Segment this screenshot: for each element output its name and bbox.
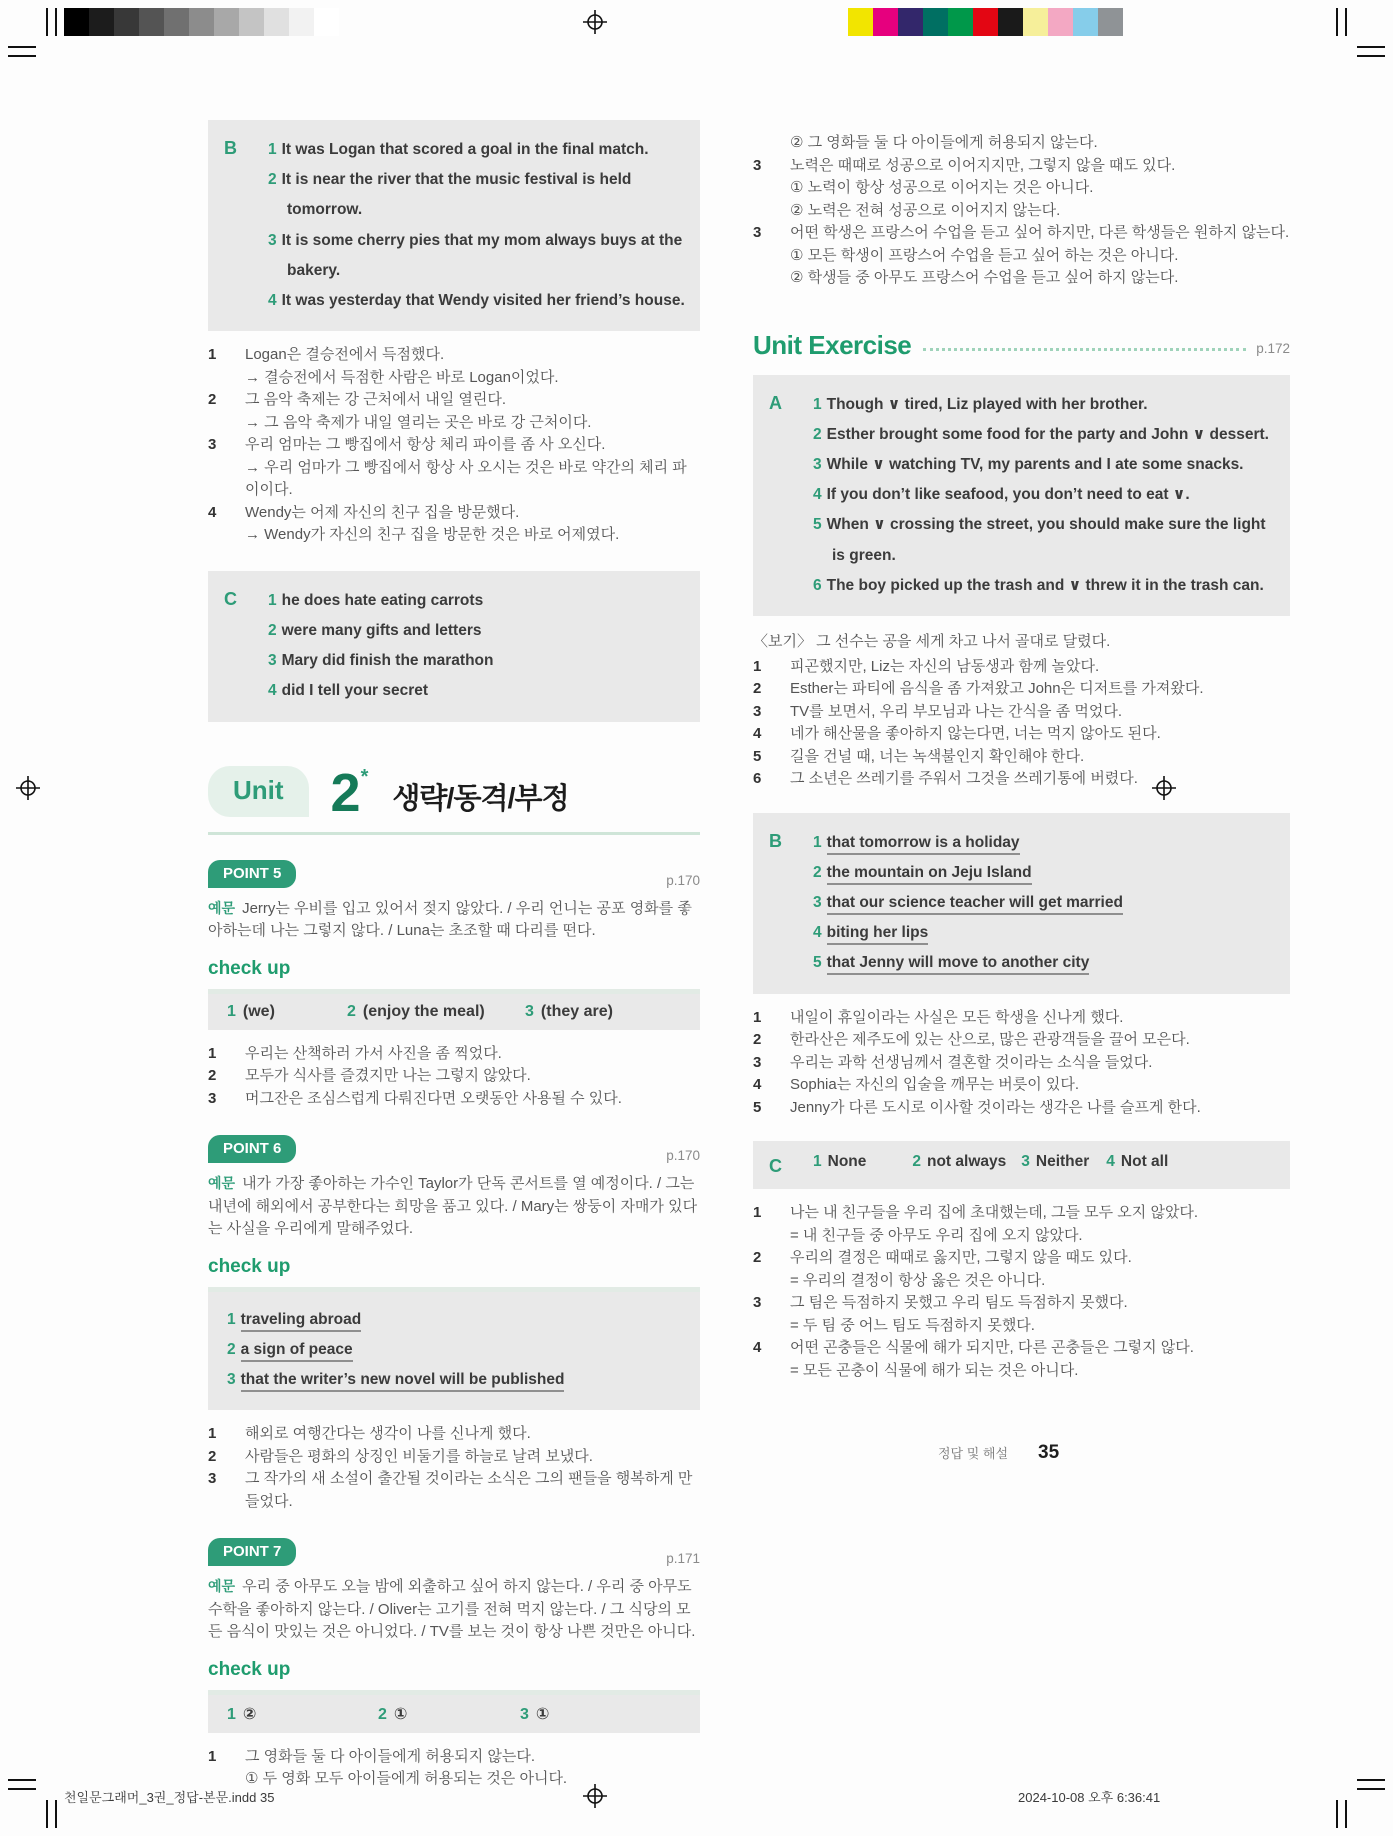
calibration-swatch — [848, 8, 873, 36]
page-reference: p.172 — [1256, 340, 1290, 356]
example-label: 예문 — [208, 1578, 236, 1595]
checkup-answer: 1 (we) — [227, 1002, 275, 1020]
answer-item: 1 None — [813, 1153, 867, 1171]
point7-header — [208, 1538, 700, 1566]
answer-item: 4 did I tell your secret — [268, 682, 429, 700]
answer-item: 2 It is near the river that the music festival is held tomorrow. — [268, 171, 632, 219]
calibration-swatch — [239, 8, 264, 36]
trim-mark — [55, 1800, 57, 1828]
translation-row: ② 그 영화들 둘 다 아이들에게 허용되지 않는다. — [790, 134, 1098, 151]
translation-row: 3 노력은 때때로 성공으로 이어지지만, 그렇지 않을 때도 있다. ① 노력이 항상 성공으로 이어지는 것은 아니다. ② 노력은 전혀 성공으로 이어지지 않는다. — [753, 156, 1176, 219]
translation-row: 2 사람들은 평화의 상징인 비둘기를 하늘로 날려 보냈다. — [208, 1447, 593, 1465]
translation-list-a — [753, 656, 1290, 791]
section-letter: B — [769, 830, 782, 851]
translation-row: 4 Wendy는 어제 자신의 친구 집을 방문했다. → Wendy가 자신의 친구 집을 방문한 것은 바로 어제였다. — [208, 503, 620, 544]
answer-item: 2 not always — [912, 1153, 1007, 1171]
checkup-answer: 3 (they are) — [525, 1002, 613, 1020]
trim-mark — [1357, 1779, 1385, 1781]
trim-mark — [1336, 8, 1338, 36]
translation-row: 1 우리는 산책하러 가서 사진을 좀 찍었다. — [208, 1044, 502, 1062]
trim-mark — [46, 8, 48, 36]
checkup-answer: 2 (enjoy the meal) — [347, 1002, 485, 1020]
translation-row: 1 내일이 휴일이라는 사실은 모든 학생을 신나게 했다. — [753, 1008, 1124, 1026]
answer-item: 4 If you don’t like seafood, you don’t need to eat ∨. — [813, 486, 1190, 504]
trim-mark — [8, 55, 36, 57]
checkup-heading: check up — [208, 957, 291, 979]
checkup-answers-box — [208, 1287, 700, 1411]
section-letter: C — [769, 1156, 782, 1177]
translation-row: 4 Sophia는 자신의 입술을 깨무는 버릇이 있다. — [753, 1076, 1080, 1094]
calibration-swatch — [314, 8, 339, 36]
answer-item: 4 It was yesterday that Wendy visited her friend’s house. — [268, 292, 685, 310]
page-footer — [938, 1442, 1059, 1464]
unit-exercise-header — [753, 330, 1290, 361]
answer-item: 3 Neither — [1021, 1153, 1090, 1171]
translation-row: 3 그 팀은 득점하지 못했고 우리 팀도 득점하지 못했다. = 두 팀 중 어느 팀도 득점하지 못했다. — [753, 1294, 1128, 1334]
translation-row: 3 TV를 보면서, 우리 부모님과 나는 간식을 좀 먹었다. — [753, 702, 1122, 720]
calibration-swatch — [114, 8, 139, 36]
example-sentences: 예문 Jerry는 우비를 입고 있어서 젖지 않았다. / 우리 언니는 공포 영화를 좋아하는데 나는 그렇지 않다. / Luna는 초조할 때 다리를 떤다. — [208, 899, 692, 940]
registration-mark — [583, 10, 607, 34]
page-reference: p.171 — [666, 1551, 700, 1567]
translation-list-point7 — [208, 1746, 700, 1791]
calibration-swatch — [64, 8, 89, 36]
calibration-swatch — [289, 8, 314, 36]
trim-mark — [1345, 8, 1347, 36]
translation-row: 1 그 영화들 둘 다 아이들에게 허용되지 않는다. ① 두 영화 모두 아이들에게 허용되는 것은 아니다. — [208, 1747, 568, 1788]
translation-row: 1 피곤했지만, Liz는 자신의 남동생과 함께 놀았다. — [753, 657, 1100, 675]
translation-row: 3 어떤 학생은 프랑스어 수업을 듣고 싶어 하지만, 다른 학생들은 원하지 않는다. ① 모든 학생이 프랑스어 수업을 듣고 싶어 하는 것은 아니다. ② 학생들 중 아무도 프랑스어 수업을 듣고 싶어 하지 않는다. — [753, 224, 1290, 286]
unit-title: 생략/동격/부정 — [392, 782, 569, 815]
calibration-swatch — [189, 8, 214, 36]
section-letter: B — [224, 138, 237, 158]
translation-row: 2 한라산은 제주도에 있는 산으로, 많은 관광객들을 끌어 모은다. — [753, 1031, 1190, 1049]
example-label: 예문 — [208, 899, 236, 916]
translation-row: 3 우리 엄마는 그 빵집에서 항상 체리 파이를 좀 사 오신다. → 우리 엄마가 그 빵집에서 항상 사 오시는 것은 바로 약간의 체리 파이이다. — [208, 436, 687, 499]
answer-item: 4 biting her lips — [813, 918, 1280, 948]
unit-tab: Unit — [208, 766, 309, 817]
translation-list-point5 — [208, 1043, 700, 1111]
point6-header — [208, 1135, 700, 1163]
calibration-swatch — [264, 8, 289, 36]
answer-item: 1 It was Logan that scored a goal in the final match. — [268, 141, 649, 158]
answer-item: 3 It is some cherry pies that my mom always buys at the bakery. — [268, 231, 683, 279]
trim-mark — [8, 1788, 36, 1790]
translation-row: 6 그 소년은 쓰레기를 주워서 그것을 쓰레기통에 버렸다. — [753, 770, 1138, 788]
continuation-list — [753, 132, 1290, 290]
translation-row: 2 모두가 식사를 즐겼지만 나는 그렇지 않았다. — [208, 1067, 531, 1085]
calibration-swatch — [1073, 8, 1098, 36]
checkup-answer: 2 ① — [378, 1705, 408, 1723]
translation-list-b-right — [753, 1007, 1290, 1120]
translation-row: 4 어떤 곤충들은 식물에 해가 되지만, 다른 곤충들은 그렇지 않다. = 모든 곤충이 식물에 해가 되는 것은 아니다. — [753, 1339, 1194, 1379]
left-column — [208, 120, 700, 1791]
trim-mark — [1336, 1800, 1338, 1828]
calibration-swatch — [948, 8, 973, 36]
trim-mark — [8, 46, 36, 48]
answer-item: 3 While ∨ watching TV, my parents and I ate some snacks. — [813, 455, 1244, 473]
trim-mark — [55, 8, 57, 36]
bogi-example-line: 〈보기〉 그 선수는 공을 세게 차고 나서 골대로 달렸다. — [753, 633, 1111, 651]
right-column — [753, 132, 1290, 1382]
translation-row: 2 그 음악 축제는 강 근처에서 내일 열린다. → 그 음악 축제가 내일 열리는 곳은 바로 강 근처이다. — [208, 391, 592, 431]
dotted-leader — [923, 348, 1246, 351]
grayscale-calibration-bar — [64, 8, 339, 36]
answer-box-b — [208, 120, 700, 331]
translation-row: 1 해외로 여행간다는 생각이 나를 신나게 했다. — [208, 1425, 531, 1443]
answer-box-c — [208, 571, 700, 722]
unit-star: * — [360, 765, 369, 788]
answer-item: 1 Though ∨ tired, Liz played with her brother. — [813, 395, 1148, 413]
print-file-name: 천일문그래머_3권_정답-본문.indd 35 — [64, 1790, 275, 1805]
translation-row: 5 길을 건널 때, 너는 녹색불인지 확인해야 한다. — [753, 747, 1085, 765]
trim-mark — [46, 1800, 48, 1828]
calibration-swatch — [139, 8, 164, 36]
translation-row: 2 Esther는 파티에 음식을 좀 가져왔고 John은 디저트를 가져왔다. — [753, 680, 1204, 698]
checkup-answer: 1 traveling abroad — [227, 1305, 682, 1335]
calibration-swatch — [973, 8, 998, 36]
point-badge: POINT 5 — [208, 860, 296, 888]
example-label: 예문 — [208, 1175, 236, 1192]
answer-item: 2 were many gifts and letters — [268, 622, 482, 640]
translation-row: 3 우리는 과학 선생님께서 결혼할 것이라는 소식을 들었다. — [753, 1053, 1153, 1071]
answer-item: 2 Esther brought some food for the party and John ∨ dessert. — [813, 425, 1269, 443]
translation-list-c-right — [753, 1202, 1290, 1382]
translation-row: 1 Logan은 결승전에서 득점했다. → 결승전에서 득점한 사람은 바로 Logan이었다. — [208, 346, 559, 386]
calibration-swatch — [998, 8, 1023, 36]
answer-item: 6 The boy picked up the trash and ∨ threw it in the trash can. — [813, 576, 1264, 594]
calibration-swatch — [1048, 8, 1073, 36]
calibration-swatch — [923, 8, 948, 36]
translation-row: 2 우리의 결정은 때때로 옳지만, 그렇지 않을 때도 있다. = 우리의 결정이 항상 옳은 것은 아니다. — [753, 1249, 1132, 1289]
answer-item: 5 that Jenny will move to another city — [813, 948, 1280, 978]
translation-list-b — [208, 344, 700, 547]
trim-mark — [1357, 1788, 1385, 1790]
section-letter: A — [769, 392, 782, 413]
answer-item: 2 the mountain on Jeju Island — [813, 858, 1280, 888]
trim-mark — [1345, 1800, 1347, 1828]
translation-list-point6 — [208, 1423, 700, 1513]
checkup-answers-strip — [208, 989, 700, 1030]
answer-item: 5 When ∨ crossing the street, you should make sure the light is green. — [813, 516, 1266, 564]
checkup-heading: check up — [208, 1255, 291, 1277]
calibration-swatch — [898, 8, 923, 36]
calibration-swatch — [873, 8, 898, 36]
checkup-answer: 3 that the writer’s new novel will be published — [227, 1365, 682, 1395]
example-sentences: 예문 우리 중 아무도 오늘 밤에 외출하고 싶어 하지 않는다. / 우리 중 아무도 수학을 좋아하지 않는다. / Oliver는 고기를 전혀 먹지 않는다. / 그 식당의 모든 음식이 맛있는 것은 아니었다. / TV를 보는 것이 항상 나쁜 것만은 아니다. — [208, 1578, 696, 1641]
answer-item: 3 Mary did finish the marathon — [268, 652, 494, 670]
point-badge: POINT 7 — [208, 1538, 296, 1566]
answer-item: 1 he does hate eating carrots — [268, 591, 484, 609]
trim-mark — [8, 1779, 36, 1781]
calibration-swatch — [214, 8, 239, 36]
checkup-answer: 3 ① — [520, 1705, 550, 1723]
answer-item: 1 that tomorrow is a holiday — [813, 828, 1280, 858]
registration-mark — [16, 776, 40, 800]
translation-row: 3 머그잔은 조심스럽게 다뤄진다면 오랫동안 사용될 수 있다. — [208, 1089, 622, 1107]
footer-section-label: 정답 및 해설 — [938, 1446, 1009, 1461]
answer-item: 3 that our science teacher will get married — [813, 888, 1280, 918]
trim-mark — [1357, 46, 1385, 48]
translation-row: 3 그 작가의 새 소설이 출간될 것이라는 소식은 그의 팬들을 행복하게 만들었다. — [208, 1470, 693, 1510]
unit-header — [208, 762, 700, 835]
calibration-swatch — [1098, 8, 1123, 36]
trim-mark — [1357, 55, 1385, 57]
checkup-answer: 2 a sign of peace — [227, 1335, 682, 1365]
calibration-swatch — [1023, 8, 1048, 36]
translation-row: 5 Jenny가 다른 도시로 이사할 것이라는 생각은 나를 슬프게 한다. — [753, 1098, 1201, 1116]
example-sentences: 예문 내가 가장 좋아하는 가수인 Taylor가 단독 콘서트를 열 예정이다. / 그는 내년에 해외에서 공부한다는 희망을 품고 있다. / Mary는 쌍둥이 자매가 있다는 사실을 우리에게 말해주었다. — [208, 1175, 698, 1238]
checkup-heading: check up — [208, 1658, 291, 1680]
checkup-answer: 1 ② — [227, 1705, 257, 1723]
unit-exercise-title: Unit Exercise — [753, 329, 912, 360]
answer-box-b-right — [753, 813, 1290, 994]
calibration-swatch — [164, 8, 189, 36]
page-reference: p.170 — [666, 1148, 700, 1164]
translation-row: 1 나는 내 친구들을 우리 집에 초대했는데, 그들 모두 오지 않았다. = 내 친구들 중 아무도 우리 집에 오지 않았다. — [753, 1204, 1199, 1244]
unit-number: 2* — [330, 762, 369, 823]
section-letter: C — [224, 588, 237, 609]
answer-box-c-right — [753, 1141, 1290, 1189]
answer-box-a — [753, 375, 1290, 617]
translation-row: 4 네가 해산물을 좋아하지 않는다면, 너는 먹지 않아도 된다. — [753, 725, 1161, 743]
answer-item: 4 Not all — [1106, 1153, 1169, 1171]
point5-header — [208, 860, 700, 888]
point-badge: POINT 6 — [208, 1135, 296, 1163]
checkup-answers-strip — [208, 1690, 700, 1733]
page-reference: p.170 — [666, 872, 700, 888]
print-timestamp: 2024-10-08 오후 6:36:41 — [1018, 1790, 1161, 1805]
calibration-swatch — [89, 8, 114, 36]
footer-page-number: 35 — [1038, 1442, 1060, 1463]
color-calibration-bar — [848, 8, 1123, 36]
